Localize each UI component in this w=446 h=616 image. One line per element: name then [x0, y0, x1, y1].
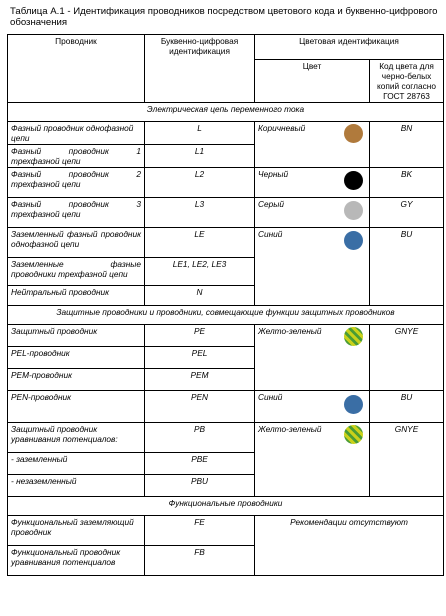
alnum-cell: L	[145, 122, 255, 145]
code-cell: GNYE	[370, 325, 444, 391]
color-cell	[255, 325, 370, 391]
conductor-cell: PEM-проводник	[8, 369, 145, 391]
conductor-cell: Заземленные фазные проводники трехфазной цепи	[8, 258, 145, 286]
alnum-cell: PEN	[145, 391, 255, 423]
conductor-cell: - заземленный	[8, 453, 145, 475]
color-cell	[255, 198, 370, 228]
color-cell	[255, 391, 370, 423]
conductor-cell: Фазный проводник 3 трехфазной цепи	[8, 198, 145, 228]
code-cell: BU	[370, 391, 444, 423]
color-name: Черный	[258, 169, 289, 179]
conductor-cell: Заземленный фазный проводник однофазной цепи	[8, 228, 145, 258]
color-name: Коричневый	[258, 123, 306, 133]
header-color: Цвет	[255, 60, 370, 103]
code-cell: GNYE	[370, 423, 444, 497]
blue-color-swatch	[344, 231, 363, 250]
color-cell	[255, 228, 370, 306]
conductor-cell: Фазный проводник 2 трехфазной цепи	[8, 168, 145, 198]
section-title: Электрическая цепь переменного тока	[8, 103, 444, 122]
conductor-cell: Фазный проводник 1 трехфазной цепи	[8, 145, 145, 168]
color-name: Желто-зеленый	[258, 424, 322, 434]
blue-color-swatch	[344, 395, 363, 414]
black-color-swatch	[344, 171, 363, 190]
alnum-cell: PB	[145, 423, 255, 453]
alnum-cell: LE1, LE2, LE3	[145, 258, 255, 286]
header-code: Код цвета для черно-белых копий согласно ГОСТ 28763	[370, 60, 444, 103]
alnum-cell: L2	[145, 168, 255, 198]
code-cell: BU	[370, 228, 444, 306]
color-cell	[255, 423, 370, 497]
color-name: Желто-зеленый	[258, 326, 322, 336]
color-name: Серый	[258, 199, 284, 209]
conductor-cell: Нейтральный проводник	[8, 286, 145, 306]
green-yellow-color-swatch	[344, 327, 363, 346]
table-caption: Таблица А.1 - Идентификация проводников посредством цветового кода и буквенно-цифрового обозначения	[10, 6, 438, 28]
conductor-cell: Функциональный заземляющий проводник	[8, 516, 145, 546]
alnum-cell: PE	[145, 325, 255, 347]
header-alnum: Буквенно-цифровая идентификация	[145, 35, 255, 103]
alnum-cell: PEL	[145, 347, 255, 369]
conductor-cell: - незаземленный	[8, 475, 145, 497]
table-row	[8, 423, 444, 453]
section-row	[8, 306, 444, 325]
table-row	[8, 198, 444, 228]
code-cell: BK	[370, 168, 444, 198]
color-name: Синий	[258, 392, 283, 402]
section-title: Функциональные проводники	[8, 497, 444, 516]
conductor-cell: Защитный проводник уравнивания потенциалов:	[8, 423, 145, 453]
grey-color-swatch	[344, 201, 363, 220]
alnum-cell: PEM	[145, 369, 255, 391]
conductor-cell: Защитный проводник	[8, 325, 145, 347]
alnum-cell: L3	[145, 198, 255, 228]
table-row	[8, 516, 444, 546]
conductor-cell: PEN-проводник	[8, 391, 145, 423]
alnum-cell: FB	[145, 546, 255, 576]
alnum-cell: LE	[145, 228, 255, 258]
conductor-cell: Фазный проводник однофазной цепи	[8, 122, 145, 145]
table-row	[8, 391, 444, 423]
table-row	[8, 228, 444, 258]
header-row	[8, 35, 444, 60]
brown-color-swatch	[344, 124, 363, 143]
green-yellow-color-swatch	[344, 425, 363, 444]
conductor-identification-table	[7, 34, 444, 576]
color-name: Синий	[258, 229, 283, 239]
alnum-cell: N	[145, 286, 255, 306]
conductor-cell: Функциональный проводник уравнивания потенциалов	[8, 546, 145, 576]
alnum-cell: PBE	[145, 453, 255, 475]
header-color-id: Цветовая идентификация	[255, 35, 444, 60]
color-cell	[255, 122, 370, 168]
table-row	[8, 122, 444, 145]
color-cell	[255, 168, 370, 198]
table-row	[8, 168, 444, 198]
table-row	[8, 325, 444, 347]
section-title: Защитные проводники и проводники, совмещающие функции защитных проводников	[8, 306, 444, 325]
code-cell: GY	[370, 198, 444, 228]
header-conductor: Проводник	[8, 35, 145, 103]
no-recommendations-cell: Рекомендации отсутствуют	[255, 516, 444, 576]
section-row	[8, 497, 444, 516]
alnum-cell: FE	[145, 516, 255, 546]
alnum-cell: PBU	[145, 475, 255, 497]
alnum-cell: L1	[145, 145, 255, 168]
code-cell: BN	[370, 122, 444, 168]
conductor-cell: PEL-проводник	[8, 347, 145, 369]
section-row	[8, 103, 444, 122]
